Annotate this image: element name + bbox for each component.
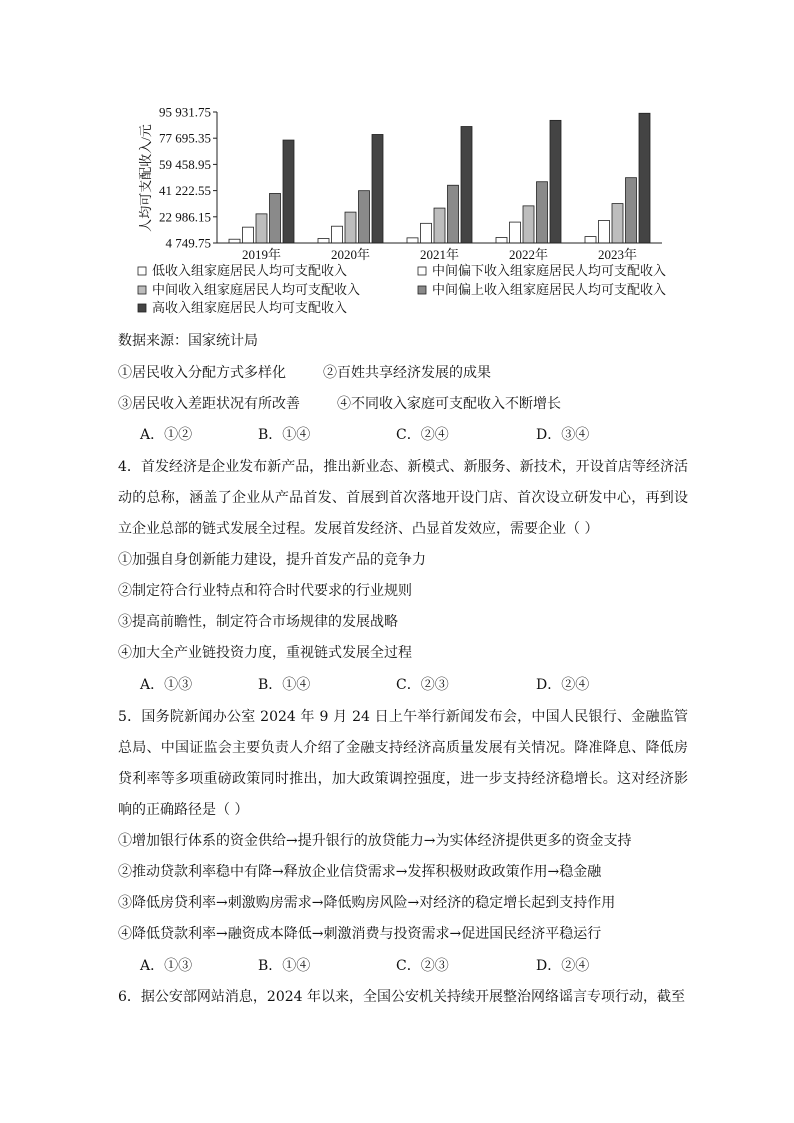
bar	[537, 182, 548, 243]
y-tick-label: 95 931.75	[159, 104, 211, 120]
q4-item-2: ②制定符合行业特点和符合时代要求的行业规则	[118, 583, 412, 599]
y-tick-label: 4 749.75	[165, 235, 211, 251]
y-axis-label: 人均可支配收入/元	[138, 124, 153, 232]
q6-stem: 6．据公安部网站消息，2024 年以来，全国公安机关持续开展整治网络谣言专项行动，截至	[118, 989, 685, 1005]
x-tick-label: 2020年	[330, 247, 371, 262]
y-tick-label: 77 695.35	[159, 130, 211, 146]
bar	[332, 226, 343, 243]
q4-option-a[interactable]: A．①③	[140, 677, 193, 693]
q3-item-4: ④不同收入家庭可支配收入不断增长	[337, 396, 561, 412]
legend-swatch	[138, 267, 146, 275]
x-tick-labels	[242, 247, 637, 262]
bar	[612, 204, 623, 243]
x-tick-label: 2023年	[597, 247, 638, 262]
q5-stem: 5．国务院新闻办公室 2024 年 9 月 24 日上午举行新闻发布会，中国人民银行、金融监管总局、中国证监会主要负责人介绍了金融支持经济高质量发展有关情况。降准降息、降低房贷利率等多项重磅政策同时推出，加大政策调控强度，进一步支持经济稳增长。这对经济影响的正确路径是（ ）	[118, 709, 688, 818]
legend-swatch	[138, 286, 146, 294]
bar	[243, 227, 254, 243]
q5-option-b[interactable]: B．①④	[258, 958, 311, 974]
bar	[496, 237, 507, 243]
bar	[256, 214, 267, 243]
q3-item-3: ③居民收入差距状况有所改善	[118, 396, 300, 412]
bar	[599, 220, 610, 243]
q4-option-c[interactable]: C．②③	[396, 677, 449, 693]
q3-option-c[interactable]: C．②④	[396, 427, 449, 443]
bar	[318, 239, 329, 243]
legend-swatch	[138, 304, 146, 312]
legend-swatch	[418, 267, 426, 275]
q4-stem: 4．首发经济是企业发布新产品，推出新业态、新模式、新服务、新技术，开设首店等经济活动的总称，涵盖了企业从产品首发、首展到首次落地开设门店、首次设立研发中心，再到设立企业总部的链式发展全过程。发展首发经济、凸显首发效应，需要企业（ ）	[118, 459, 688, 537]
legend-label: 中间偏下收入组家庭居民人均可支配收入	[432, 263, 667, 278]
data-source: 数据来源：国家统计局	[118, 333, 258, 349]
bar	[523, 206, 534, 243]
bar	[585, 237, 596, 243]
q4-item-4: ④加大全产业链投资力度，重视链式发展全过程	[118, 645, 412, 661]
income-bar-chart	[120, 100, 700, 322]
q5-option-a[interactable]: A．①③	[140, 958, 193, 974]
bar	[359, 191, 370, 243]
chart-legend	[138, 263, 666, 315]
bar	[270, 193, 281, 243]
bar	[550, 120, 561, 243]
bar	[639, 113, 650, 243]
q5-item-4: ④降低贷款利率→融资成本降低→刺激消费与投资需求→促进国民经济平稳运行	[118, 926, 602, 942]
bar	[345, 212, 356, 243]
q4-option-b[interactable]: B．①④	[258, 677, 311, 693]
bar	[626, 178, 637, 243]
bar	[421, 223, 432, 243]
y-tick-labels	[159, 105, 217, 251]
q4-item-1: ①加强自身创新能力建设，提升首发产品的竞争力	[118, 552, 426, 568]
q5-option-c[interactable]: C．②③	[396, 958, 449, 974]
bar	[448, 185, 459, 243]
q5-option-d[interactable]: D．②④	[536, 958, 590, 974]
y-tick-label: 41 222.55	[159, 183, 211, 199]
bar	[283, 140, 294, 243]
bar	[461, 127, 472, 243]
q3-option-b[interactable]: B．①④	[258, 427, 311, 443]
legend-label: 低收入组家庭居民人均可支配收入	[152, 263, 348, 278]
q4-item-3: ③提高前瞻性，制定符合市场规律的发展战略	[118, 614, 398, 630]
bars	[229, 113, 650, 243]
q3-option-a[interactable]: A．①②	[140, 427, 193, 443]
q3-option-d[interactable]: D．③④	[536, 427, 590, 443]
legend-swatch	[418, 286, 426, 294]
bar	[229, 239, 240, 243]
legend-label: 高收入组家庭居民人均可支配收入	[152, 300, 348, 315]
q3-item-1: ①居民收入分配方式多样化	[118, 365, 286, 381]
q5-item-3: ③降低房贷利率→刺激购房需求→降低购房风险→对经济的稳定增长起到支持作用	[118, 895, 616, 911]
q3-item-2: ②百姓共享经济发展的成果	[323, 365, 491, 381]
x-tick-label: 2022年	[508, 247, 549, 262]
bar	[407, 238, 418, 243]
bar	[434, 208, 445, 243]
q5-item-1: ①增加银行体系的资金供给→提升银行的放贷能力→为实体经济提供更多的资金支持	[118, 833, 632, 849]
x-tick-label: 2019年	[241, 247, 282, 262]
legend-label: 中间收入组家庭居民人均可支配收入	[152, 282, 361, 297]
bar	[372, 134, 383, 243]
q4-option-d[interactable]: D．②④	[536, 677, 590, 693]
bar	[510, 222, 521, 243]
y-tick-label: 22 986.15	[159, 209, 211, 225]
legend-label: 中间偏上收入组家庭居民人均可支配收入	[432, 282, 667, 297]
q5-item-2: ②推动贷款利率稳中有降→释放企业信贷需求→发挥积极财政政策作用→稳金融	[118, 864, 602, 880]
x-tick-label: 2021年	[419, 247, 460, 262]
y-tick-label: 59 458.95	[159, 156, 211, 172]
